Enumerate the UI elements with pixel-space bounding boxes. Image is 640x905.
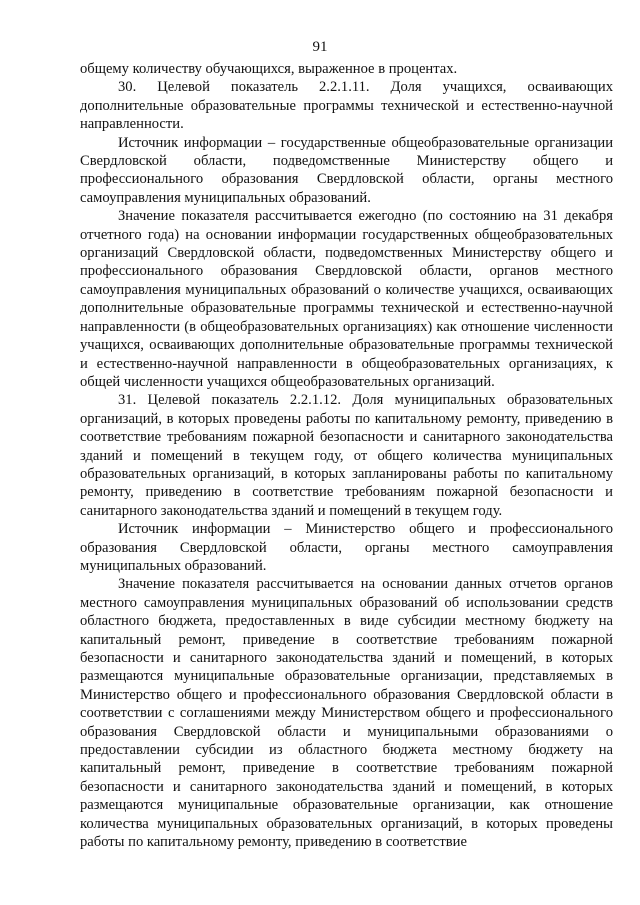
- paragraph-indicator-30: 30. Целевой показатель 2.2.1.11. Доля учащихся, осваивающих дополнительные образовательные программы технической и естественно-научной направленности.: [80, 79, 613, 133]
- paragraph-calculation-30: Значение показателя рассчитывается ежегодно (по состоянию на 31 декабря отчетного года) на основании информации государственных общеобразовательных организаций Свердловской области, подведомственных Министерству общего и профессионального образования Свердловской области, органов местного самоуправления муниципальных образований о количестве учащихся, осваивающих дополнительные образовательные программы технической и естественно-научной направленности (в общеобразовательных организациях) как отношение численности учащихся, осваивающих дополнительные образовательные программы технической и естественно-научной направленности в общеобразовательных организациях, к общей численности учащихся общеобразовательных организаций.: [80, 208, 613, 390]
- page-number: 91: [312, 39, 328, 55]
- paragraph-indicator-31: 31. Целевой показатель 2.2.1.12. Доля муниципальных образовательных организаций, в которых проведены работы по капитальному ремонту, приведению в соответствие требованиям пожарной безопасности и санитарного законодательства зданий и помещений в текущем году, от общего количества муниципальных образовательных организаций, в которых запланированы работы по капитальному ремонту, приведению в соответствие требованиям пожарной безопасности и санитарного законодательства зданий и помещений в текущем году.: [80, 392, 613, 519]
- paragraph-calculation-31: Значение показателя рассчитывается на основании данных отчетов органов местного самоуправления муниципальных образований об использовании средств областного бюджета, предоставленных в виде субсидии местному бюджету на капитальный ремонт, приведение в соответствие требованиям пожарной безопасности и санитарного законодательства зданий и помещений, в которых размещаются муниципальные образовательные организации, представляемых в Министерство общего и профессионального образования Свердловской области в соответствии с соглашениями между Министерством общего и профессионального образования Свердловской области и муниципальными образованиями о предоставлении субсидии из областного бюджета местному бюджету на капитальный ремонт, приведение в соответствие требованиям пожарной безопасности и санитарного законодательства зданий и помещений, в которых размещаются муниципальные образовательные организации, как отношение количества муниципальных образовательных организаций, в которых проведены работы по капитальному ремонту, приведению в соответствие: [80, 576, 613, 851]
- paragraph-continuation: общему количеству обучающихся, выраженное в процентах.: [80, 61, 458, 77]
- paragraph-source-30: Источник информации – государственные общеобразовательные организации Свердловской области, подведомственные Министерству общего и профессионального образования Свердловской области, органы местного самоуправления муниципальных образований.: [80, 134, 613, 206]
- page-body: [80, 60, 613, 851]
- paragraph-source-31: Источник информации – Министерство общего и профессионального образования Свердловской области, органы местного самоуправления муниципальных образований.: [80, 521, 613, 574]
